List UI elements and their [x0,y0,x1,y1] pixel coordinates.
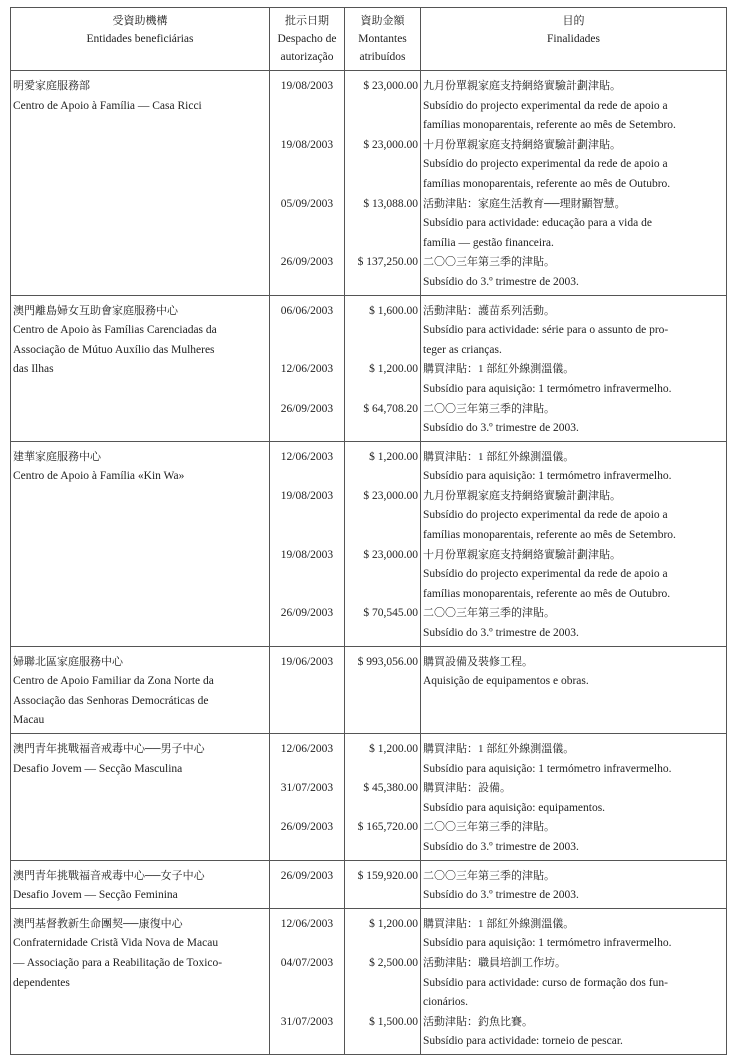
grant-date: 19/08/2003 [280,138,334,151]
grant-purpose-zh: 活動津貼：釣魚比賽。 [423,1015,533,1028]
spacer [347,1032,418,1052]
amounts-cell [345,860,421,908]
grant-purpose-pt: Subsídio para actividade: curso de formação dos fun- [423,976,668,989]
spacer [347,116,418,136]
grant-amount: $ 64,708.20 [363,402,418,415]
grant-date: 06/06/2003 [280,304,334,317]
grant-purpose-zh: 九月份單親家庭支持網絡實驗計劃津貼。 [423,489,621,502]
spacer [347,934,418,954]
grant-purpose-pt: Subsídio para aquisição: 1 termómetro infravermelho. [423,762,672,775]
entity-name-pt: Associação de Mútuo Auxílio das Mulheres [13,343,215,356]
entity-cell [11,71,270,296]
purposes-cell [421,71,727,296]
grant-amount: $ 993,056.00 [357,655,418,668]
spacer [347,974,418,994]
spacer [347,467,418,487]
spacer [347,234,418,254]
grant-amount: $ 13,088.00 [363,197,418,210]
grant-date: 19/08/2003 [280,489,334,502]
entity-name-zh: 澳門基督教新生命團契──康復中心 [13,917,183,930]
header-entity-pt: Entidades beneficiárias [86,33,194,45]
grant-purpose-pt: Subsídio para aquisição: 1 termómetro infravermelho. [423,470,672,483]
grant-amount: $ 23,000.00 [363,489,418,502]
spacer [272,273,342,293]
entity-name-pt: Centro de Apoio à Família — Casa Ricci [13,99,202,112]
entity-name-pt: Desafio Jovem — Secção Feminina [13,889,178,902]
spacer [272,624,342,644]
table-row [11,441,727,646]
grant-date: 12/06/2003 [280,363,334,376]
entity-name-pt: Macau [13,714,45,727]
grant-amount: $ 2,500.00 [369,956,418,969]
spacer [272,760,342,780]
entity-cell [11,295,270,441]
grant-purpose-pt: Subsídio do projecto experimental da rede de apoio a [423,99,668,112]
grant-purpose-zh: 二〇〇三年第三季的津貼。 [423,402,555,415]
dates-cell [270,441,345,646]
table-row [11,71,727,296]
purposes-cell [421,734,727,861]
grant-purpose-zh: 購買設備及裝修工程。 [423,655,533,668]
spacer [272,993,342,1013]
header-amount-zh: 資助金額 [360,15,405,27]
amounts-cell [345,295,421,441]
spacer [347,585,418,605]
spacer [272,526,342,546]
spacer [272,799,342,819]
dates-cell [270,734,345,861]
amounts-cell [345,71,421,296]
entity-cell [11,734,270,861]
spacer [347,155,418,175]
purposes-cell [421,441,727,646]
header-amount-pt-2: atribuídos [359,51,406,63]
entity-name-zh: 婦聯北區家庭服務中心 [13,655,123,668]
grant-purpose-pt: famílias monoparentais, referente ao mês de Setembro. [423,119,676,132]
table-row [11,908,727,1054]
entity-name-zh: 建華家庭服務中心 [13,450,101,463]
grant-purpose-zh: 活動津貼：家庭生活教育──理財顯智慧。 [423,197,626,210]
grant-purpose-pt: Subsídio do projecto experimental da rede de apoio a [423,509,668,522]
header-purpose [421,8,727,71]
grant-date: 26/09/2003 [280,869,334,882]
spacer [272,467,342,487]
entity-name-pt: Associação das Senhoras Democráticas de [13,694,209,707]
grant-amount: $ 137,250.00 [357,256,418,269]
grant-amount: $ 1,600.00 [369,304,418,317]
spacer [272,321,342,341]
amounts-cell [345,908,421,1054]
entity-name-pt: das Ilhas [13,363,54,376]
grant-purpose-pt: família — gestão financeira. [423,236,554,249]
spacer [347,624,418,644]
grant-date: 19/08/2003 [280,80,334,92]
grant-purpose-pt: Subsídio do 3.º trimestre de 2003. [423,422,579,435]
grant-purpose-pt: teger as crianças. [423,343,502,356]
grant-purpose-pt: Subsídio para actividade: educação para a vida de [423,217,652,230]
spacer [347,886,418,906]
table-header [11,8,727,71]
spacer [347,175,418,195]
grant-date: 26/09/2003 [280,402,334,415]
spacer [272,214,342,234]
entity-name-pt: Desafio Jovem — Secção Masculina [13,762,183,775]
spacer [272,1032,342,1052]
grant-date: 12/06/2003 [280,743,334,755]
spacer [347,672,418,692]
grant-amount: $ 70,545.00 [363,607,418,620]
dates-cell [270,646,345,733]
grant-purpose-pt: Subsídio para aquisição: 1 termómetro infravermelho. [423,937,672,950]
grant-date: 26/09/2003 [280,821,334,834]
header-entity [11,8,270,71]
entity-cell [11,860,270,908]
dates-cell [270,295,345,441]
spacer [272,974,342,994]
grant-purpose-pt: Subsídio do 3.º trimestre de 2003. [423,889,579,902]
spacer [347,799,418,819]
spacer [347,321,418,341]
header-date-zh: 批示日期 [285,15,329,27]
header-date-pt-2: autorização [280,51,334,63]
grant-purpose-zh: 購買津貼：1 部紅外線測溫儀。 [423,743,575,755]
entity-name-pt: Centro de Apoio à Família «Kin Wa» [13,470,185,483]
amounts-cell [345,734,421,861]
spacer [272,341,342,361]
grants-table [10,7,727,1055]
grant-purpose-zh: 購買津貼：1 部紅外線測溫儀。 [423,363,575,376]
dates-cell [270,71,345,296]
spacer [347,506,418,526]
entity-name-pt: Centro de Apoio às Famílias Carenciadas da [13,324,217,337]
grant-purpose-zh: 十月份單親家庭支持網絡實驗計劃津貼。 [423,138,621,151]
entity-name-pt: Centro de Apoio Familiar da Zona Norte da [13,675,214,688]
spacer [272,175,342,195]
grant-purpose-pt: Subsídio do projecto experimental da rede de apoio a [423,568,668,581]
header-date [270,8,345,71]
spacer [272,506,342,526]
spacer [347,380,418,400]
spacer [347,993,418,1013]
grant-purpose-pt: Subsídio para aquisição: 1 termómetro infravermelho. [423,382,672,395]
spacer [272,838,342,858]
grant-amount: $ 1,200.00 [369,743,418,755]
grant-purpose-pt: Subsídio do 3.º trimestre de 2003. [423,275,579,288]
table-row [11,860,727,908]
spacer [347,526,418,546]
header-purpose-zh: 目的 [562,15,585,27]
grant-purpose-zh: 購買津貼：1 部紅外線測溫儀。 [423,917,575,930]
grant-purpose-zh: 十月份單親家庭支持網絡實驗計劃津貼。 [423,548,621,561]
table-row [11,646,727,733]
header-date-pt-1: Despacho de [277,33,337,45]
grant-purpose-pt: famílias monoparentais, referente ao mês de Outubro. [423,587,671,600]
grant-purpose-zh: 二〇〇三年第三季的津貼。 [423,869,555,882]
entity-cell [11,441,270,646]
grant-amount: $ 45,380.00 [363,782,418,795]
grant-date: 26/09/2003 [280,256,334,269]
amounts-cell [345,441,421,646]
grant-purpose-pt: Subsídio para actividade: série para o assunto de pro- [423,324,669,337]
spacer [347,838,418,858]
spacer [272,886,342,906]
grant-amount: $ 23,000.00 [363,138,418,151]
spacer [347,419,418,439]
grant-purpose-pt: famílias monoparentais, referente ao mês de Outubro. [423,177,671,190]
entity-name-pt: Confraternidade Cristã Vida Nova de Macau [13,937,219,950]
spacer [272,380,342,400]
grant-amount: $ 165,720.00 [357,821,418,834]
dates-cell [270,908,345,1054]
grant-purpose-pt: Subsídio para aquisição: equipamentos. [423,801,606,814]
table-row [11,295,727,441]
spacer [272,934,342,954]
grant-purpose-zh: 購買津貼：設備。 [423,782,511,795]
spacer [272,672,342,692]
grant-purpose-zh: 購買津貼：1 部紅外線測溫儀。 [423,450,575,463]
grant-purpose-pt: Subsídio do projecto experimental da rede de apoio a [423,158,668,171]
table-body [11,71,727,1055]
spacer [347,760,418,780]
amounts-cell [345,646,421,733]
entity-name-zh: 澳門青年挑戰福音戒毒中心──女子中心 [13,869,205,882]
grant-purpose-zh: 二〇〇三年第三季的津貼。 [423,256,555,269]
grant-purpose-zh: 活動津貼：護苗系列活動。 [423,304,555,317]
spacer [272,419,342,439]
spacer [272,585,342,605]
grant-date: 04/07/2003 [280,956,334,969]
header-purpose-pt: Finalidades [546,33,601,45]
header-amount-pt-1: Montantes [358,33,407,45]
grant-amount: $ 1,200.00 [369,917,418,930]
grant-purpose-pt: Subsídio do 3.º trimestre de 2003. [423,840,579,853]
table-row [11,734,727,861]
purposes-cell [421,295,727,441]
spacer [272,155,342,175]
spacer [272,234,342,254]
grant-amount: $ 23,000.00 [363,548,418,561]
spacer [272,565,342,585]
grant-purpose-pt: Subsídio do 3.º trimestre de 2003. [423,627,579,640]
spacer [272,97,342,117]
entity-name-zh: 澳門離島婦女互助會家庭服務中心 [13,304,178,317]
entity-cell [11,646,270,733]
grant-purpose-pt: cionários. [423,996,469,1009]
grant-date: 12/06/2003 [280,917,334,930]
grant-amount: $ 159,920.00 [357,869,418,882]
grant-purpose-zh: 活動津貼：職員培訓工作坊。 [423,956,566,969]
grant-date: 19/06/2003 [280,655,334,668]
entity-name-pt: — Associação para a Reabilitação de Toxico- [13,956,223,969]
grant-date: 19/08/2003 [280,548,334,561]
grant-date: 31/07/2003 [280,1015,334,1028]
spacer [347,214,418,234]
dates-cell [270,860,345,908]
spacer [272,116,342,136]
spacer [347,97,418,117]
grant-purpose-zh: 二〇〇三年第三季的津貼。 [423,607,555,620]
grant-purpose-pt: famílias monoparentais, referente ao mês de Setembro. [423,529,676,542]
grant-amount: $ 23,000.00 [363,80,418,92]
spacer [347,273,418,293]
grant-date: 05/09/2003 [280,197,334,210]
entity-name-zh: 澳門青年挑戰福音戒毒中心──男子中心 [13,743,205,755]
purposes-cell [421,860,727,908]
purposes-cell [421,646,727,733]
spacer [347,565,418,585]
entity-name-zh: 明愛家庭服務部 [13,80,90,92]
grant-purpose-zh: 九月份單親家庭支持網絡實驗計劃津貼。 [423,80,621,92]
grant-date: 26/09/2003 [280,607,334,620]
entity-name-pt: dependentes [13,976,70,989]
grant-purpose-pt: Aquisição de equipamentos e obras. [423,675,589,688]
grant-amount: $ 1,200.00 [369,363,418,376]
spacer [347,341,418,361]
entity-cell [11,908,270,1054]
grant-amount: $ 1,500.00 [369,1015,418,1028]
grant-amount: $ 1,200.00 [369,450,418,463]
purposes-cell [421,908,727,1054]
header-amount [345,8,421,71]
grant-purpose-zh: 二〇〇三年第三季的津貼。 [423,821,555,834]
grant-purpose-pt: Subsídio para actividade: torneio de pescar. [423,1035,623,1048]
grant-date: 31/07/2003 [280,782,334,795]
grant-date: 12/06/2003 [280,450,334,463]
header-entity-zh: 受資助機構 [112,15,168,27]
